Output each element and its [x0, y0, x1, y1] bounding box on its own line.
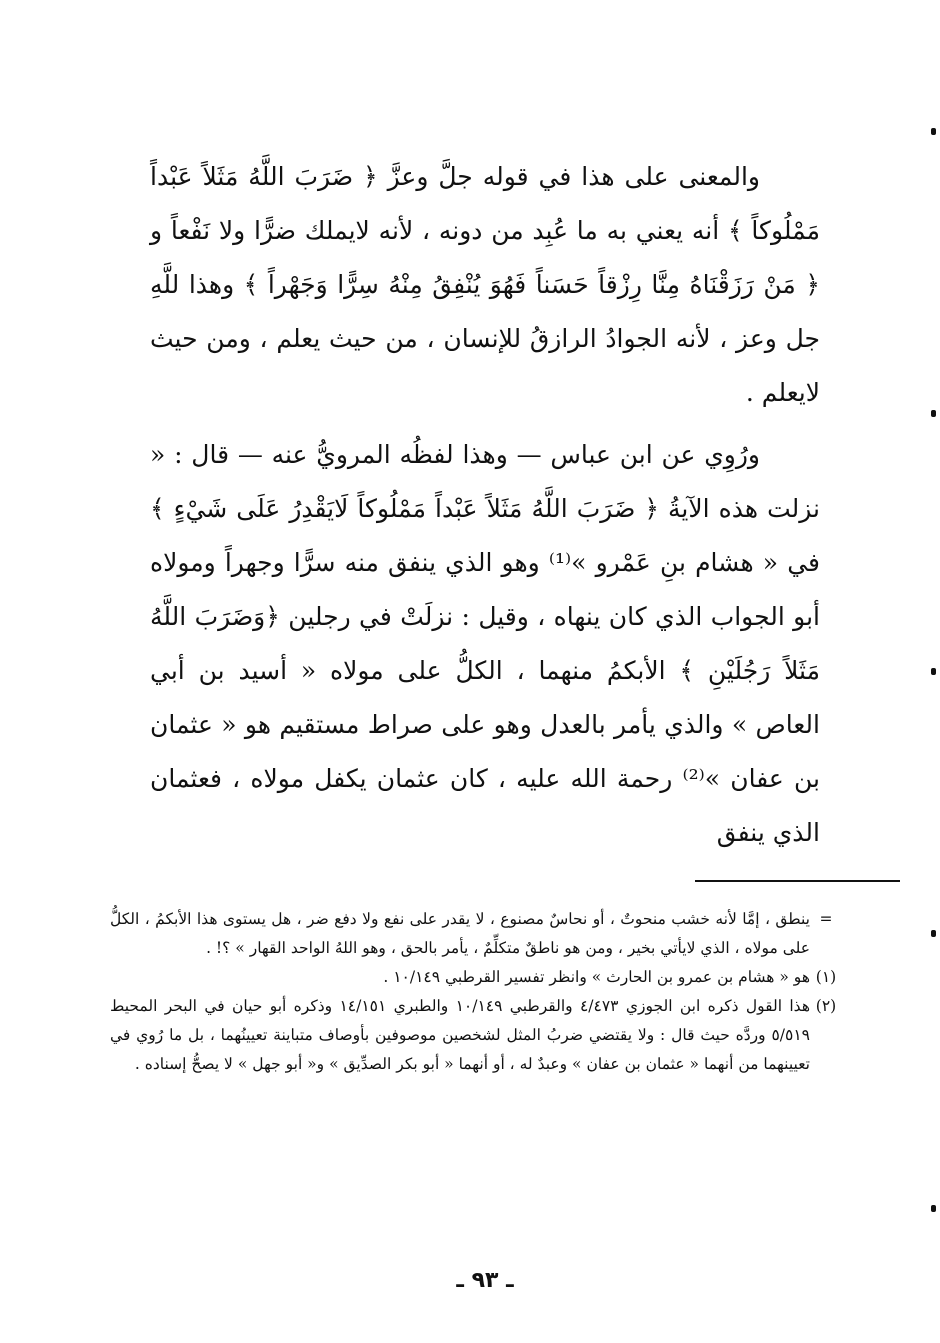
- footnote-1: [110, 963, 842, 992]
- margin-mark: [931, 930, 936, 937]
- footnote-text: هو « هشام بن عمرو بن الحارث » وانظر تفسير القرطبي ١٠/١٤٩ .: [383, 968, 810, 986]
- footnote-text: هذا القول ذكره ابن الجوزي ٤/٤٧٣ والقرطبي ١٠/١٤٩ والطبري ١٤/١٥١ وذكره أبو حيان في البحر المحيط ٥/٥١٩ وردَّه حيث قال : ولا يقتضي ضربُ المثل لشخصين موصوفين بأوصاف متباينة تعيينُهما ، بل ما رُوي في تعيينهما من أنهما « عثمان بن عفان » وعبدٌ له ، أو أنهما « أبو بكر الصدِّيق » و« أبو جهل » لا يصحُّ إسناده .: [110, 997, 810, 1073]
- footnotes: [110, 905, 842, 1079]
- margin-mark: [931, 128, 936, 135]
- page-number: ـ ٩٣ ـ: [456, 1268, 514, 1293]
- footnote-mark: (١): [815, 968, 837, 986]
- footnote-separator: [695, 880, 900, 882]
- margin-mark: [931, 410, 936, 417]
- footnote-continued: [110, 905, 842, 963]
- footnote-mark: =: [819, 910, 833, 928]
- paragraph-2: ورُوِي عن ابن عباس — وهذا لفظُه المرويُّ عنه — قال : « نزلت هذه الآيةُ ﴿ ضَرَبَ اللَّهُ مَثَلاً عَبْداً مَمْلُوكاً لَايَقْدِرُ عَلَى شَيْءٍ ﴾ في « هشام بنِ عَمْرو »⁽¹⁾ وهو الذي ينفق منه سرًّا وجهراً ومولاه أبو الجواب الذي كان ينهاه ، وقيل : نزلَتْ في رجلين ﴿وَضَرَبَ اللَّهُ مَثَلاً رَجُلَيْنِ ﴾ الأبكمُ منهما ، الكلُّ على مولاه « أسيد بن أبي العاص » والذي يأمر بالعدل وهو على صراط مستقيم هو « عثمان بن عفان »⁽²⁾ رحمة الله عليه ، كان عثمان يكفل مولاه ، فعثمان الذي ينفق: [150, 440, 821, 847]
- margin-mark: [931, 668, 936, 675]
- footnote-mark: (٢): [815, 997, 837, 1015]
- paragraph-1: والمعنى على هذا في قوله جلَّ وعزَّ ﴿ ضَرَبَ اللَّهُ مَثَلاً عَبْداً مَمْلُوكاً ﴾ أنه يعني به ما عُبِد من دونه ، لأنه لايملك ضرًّا ولا نَفْعاً و ﴿ مَنْ رَزَقْنَاهُ مِنَّا رِزْقاً حَسَناً فَهُوَ يُنْفِقُ مِنْهُ سِرًّا وَجَهْراً ﴾ وهذا للَّهِ جل وعز ، لأنه الجوادُ الرازقُ للإنسان ، من حيث يعلم ، ومن حيث لايعلم .: [150, 162, 820, 407]
- main-text: [150, 150, 820, 868]
- footnote-2: [110, 992, 842, 1079]
- footnote-text: ينطق ، إمَّا لأنه خشب منحوتٌ ، أو نحاسٌ مصنوع ، لا يقدر على نفع ولا دفع ضر ، هل يستوى هذا الأبكمُ ، الكلُّ على مولاه ، الذي لايأتي بخير ، ومن هو ناطقٌ متكلِّمٌ ، يأمر بالحق ، وهو اللهُ الواحد القهار » ؟! .: [110, 910, 810, 957]
- margin-mark: [931, 1205, 936, 1212]
